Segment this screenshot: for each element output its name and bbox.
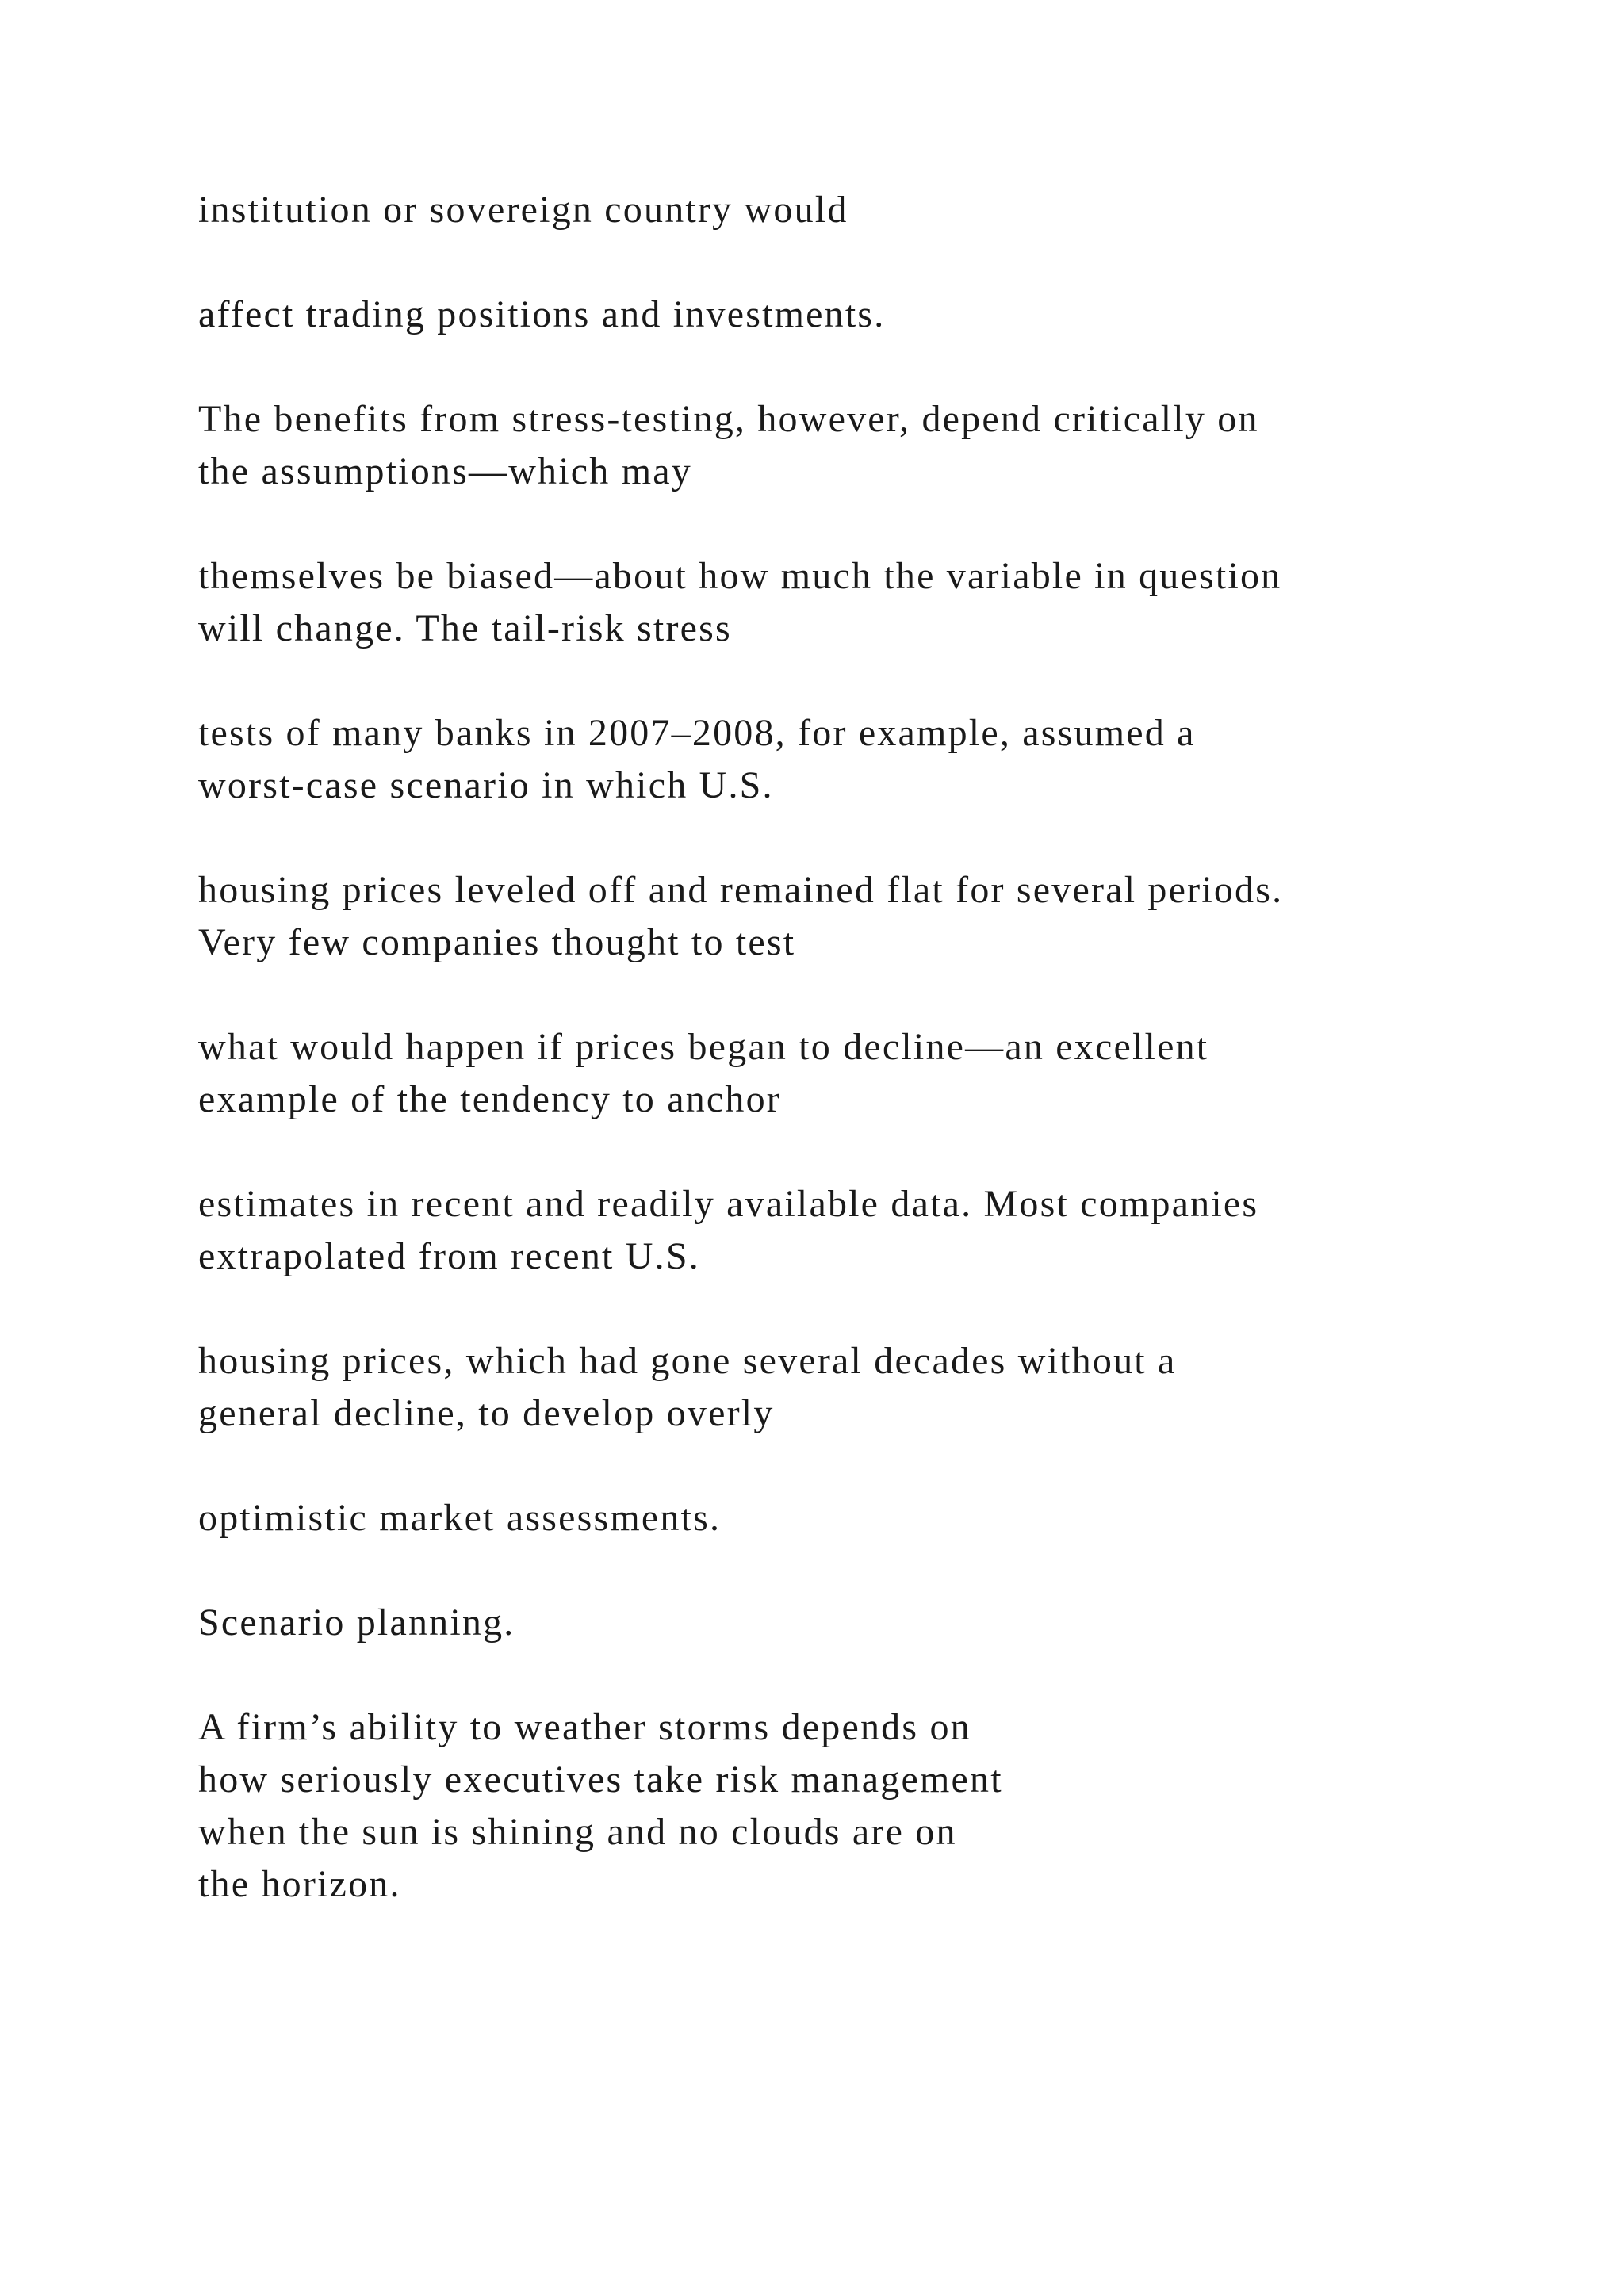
text-line: the horizon.: [198, 1863, 401, 1905]
text-line: A firm’s ability to weather storms depends on: [198, 1706, 971, 1748]
paragraph: [198, 184, 1546, 236]
paragraph: [198, 864, 1546, 969]
text-line: Scenario planning.: [198, 1601, 515, 1644]
text-line: general decline, to develop overly: [198, 1392, 775, 1434]
text-line: estimates in recent and readily available data. Most companies: [198, 1183, 1259, 1225]
text-line: example of the tendency to anchor: [198, 1078, 781, 1120]
paragraph: [198, 1335, 1546, 1440]
text-line: institution or sovereign country would: [198, 189, 848, 231]
text-line: when the sun is shining and no clouds are on: [198, 1811, 957, 1853]
text-line: what would happen if prices began to decline—an excellent: [198, 1026, 1209, 1068]
text-line: themselves be biased—about how much the variable in question: [198, 555, 1282, 597]
paragraph: [198, 550, 1546, 655]
text-line: Very few companies thought to test: [198, 921, 796, 963]
text-line: optimistic market assessments.: [198, 1497, 722, 1539]
text-line: the assumptions—which may: [198, 450, 692, 492]
section-heading: [198, 1597, 1546, 1649]
paragraph: [198, 1492, 1546, 1544]
paragraph: [198, 707, 1546, 812]
text-line: housing prices leveled off and remained flat for several periods.: [198, 869, 1284, 911]
pull-quote: [198, 1701, 1546, 1911]
text-line: extrapolated from recent U.S.: [198, 1235, 700, 1277]
text-line: tests of many banks in 2007–2008, for example, assumed a: [198, 712, 1196, 754]
paragraph: [198, 1178, 1546, 1283]
text-line: worst-case scenario in which U.S.: [198, 764, 774, 806]
text-line: The benefits from stress-testing, however, depend critically on: [198, 398, 1259, 440]
paragraph: [198, 393, 1546, 498]
text-line: affect trading positions and investments.: [198, 293, 886, 335]
paragraph: [198, 289, 1546, 341]
text-line: how seriously executives take risk management: [198, 1758, 1003, 1800]
text-line: will change. The tail-risk stress: [198, 607, 732, 649]
text-line: housing prices, which had gone several decades without a: [198, 1340, 1177, 1382]
document-body: [198, 184, 1546, 1963]
paragraph: [198, 1021, 1546, 1126]
